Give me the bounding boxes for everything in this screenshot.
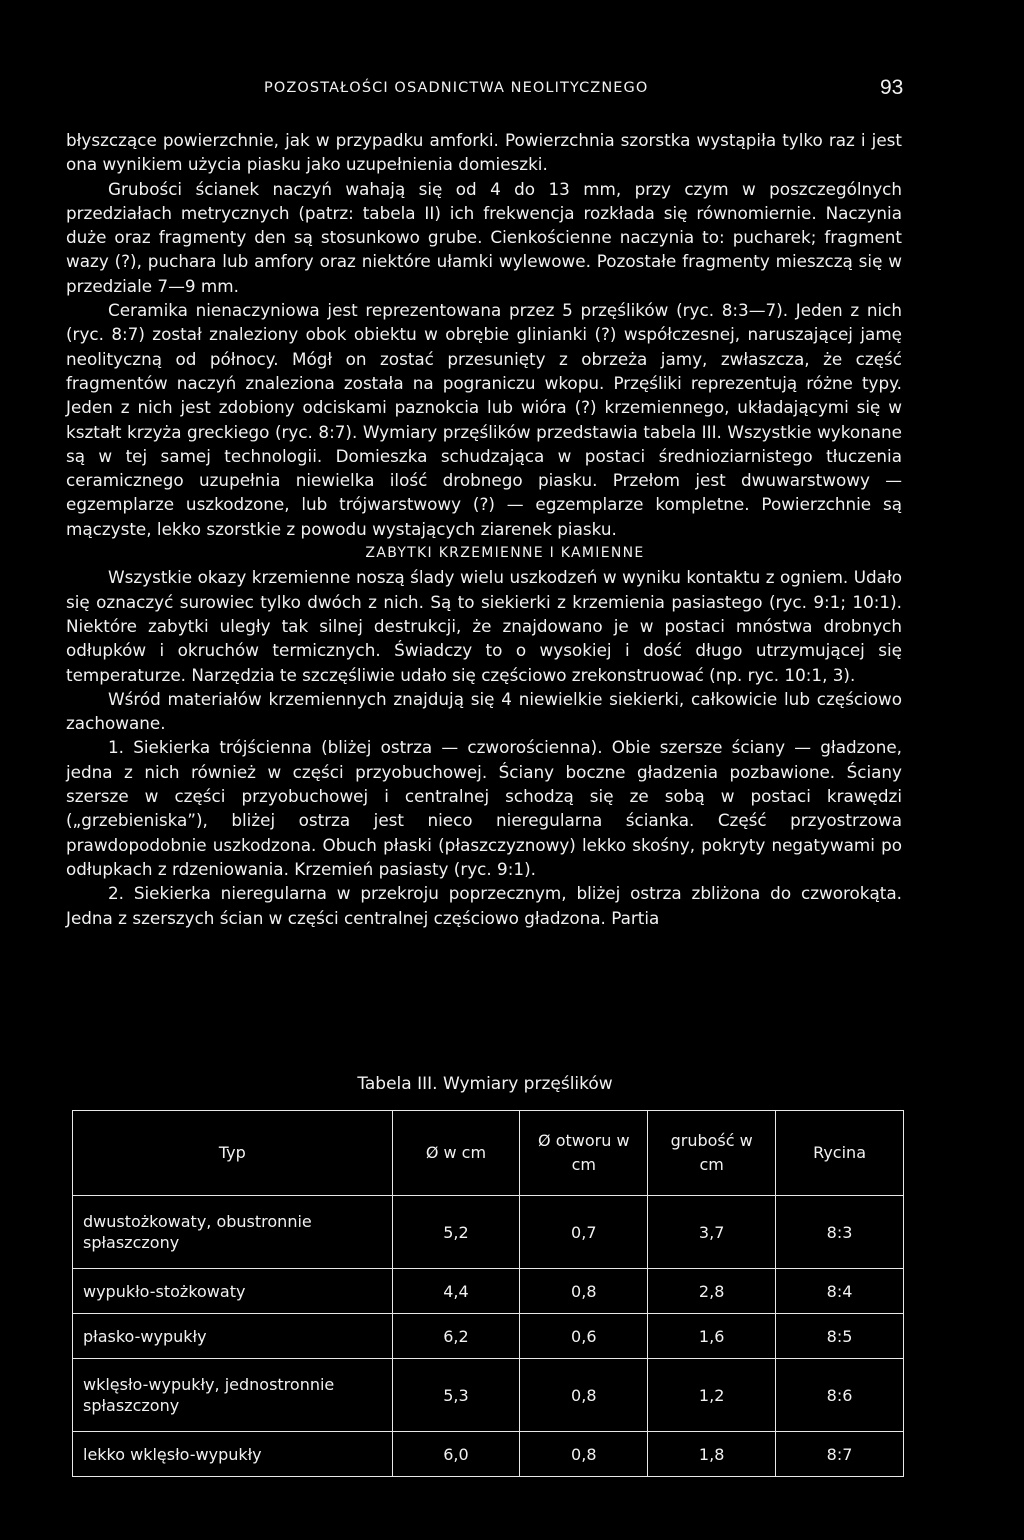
table-cell: 3,7	[648, 1196, 776, 1269]
paragraph: Wszystkie okazy krzemienne noszą ślady wielu uszkodzeń w wyniku kontaktu z ogniem. Udało się oznaczyć surowiec tylko dwóch z nich. Są to siekierki z krzemienia pasiastego (ryc. 9:1; 10:1). Niektóre zabytki uległy tak silnej destrukcji, że znajdowano je w postaci mnóstwa drobnych odłupków i okruchów termicznych. Świadczy to o wysokiej i dość długo utrzymującej się temperaturze. Narzędzia te szczęśliwie udało się częściowo zrekonstruować (np. ryc. 10:1, 3).	[66, 567, 902, 685]
column-header: Typ	[73, 1111, 393, 1196]
paragraph: 2. Siekierka nieregularna w przekroju poprzecznym, bliżej ostrza zbliżona do czworokąta. Jedna z szerszych ścian w części centralnej częściowo gładzona. Partia	[66, 883, 902, 928]
table-cell: 8:4	[776, 1269, 904, 1314]
paragraph: Ceramika nienaczyniowa jest reprezentowana przez 5 przęślików (ryc. 8:3—7). Jeden z nich (ryc. 8:7) został znaleziony obok obiektu w obrębie glinianki (?) współczesnej, naruszającej jamę neolityczną od północy. Mógł on zostać przesunięty z obrzeża jamy, zwłaszcza, że część fragmentów naczyń znaleziona została na pograniczu wkopu. Przęśliki reprezentują różne typy. Jeden z nich jest zdobiony odciskami paznokcia lub wióra (?) krzemiennego, układającymi się w kształt krzyża greckiego (ryc. 8:7). Wymiary przęślików przedstawia tabela III. Wszystkie wykonane są w tej samej technologii. Domieszka schudzająca w postaci średnioziarnistego tłuczenia ceramicznego uzupełnia niewielka ilość drobnego piasku. Przełom jest dwuwarstwowy — egzemplarze uszkodzone, lub trójwarstwowy (?) — egzemplarze kompletne. Powierzchnie są mączyste, lekko szorstkie z powodu wystających ziarenek piasku.	[66, 300, 902, 539]
table-cell: 0,8	[520, 1359, 648, 1432]
running-title: POZOSTAŁOŚCI OSADNICTWA NEOLITYCZNEGO	[264, 80, 649, 96]
table-cell: płasko-wypukły	[73, 1314, 393, 1359]
table-cell: 5,2	[392, 1196, 520, 1269]
table-cell: 1,6	[648, 1314, 776, 1359]
paragraph: błyszczące powierzchnie, jak w przypadku amforki. Powierzchnia szorstka wystąpiła tylko raz i jest ona wynikiem użycia piasku jako uzupełnienia domieszki.	[66, 130, 902, 175]
table-cell: lekko wklęsło-wypukły	[73, 1432, 393, 1477]
table-cell: 1,2	[648, 1359, 776, 1432]
table-cell: 5,3	[392, 1359, 520, 1432]
column-header: Ø w cm	[392, 1111, 520, 1196]
table-cell: 0,8	[520, 1432, 648, 1477]
column-header: Ø otworu w cm	[520, 1111, 648, 1196]
column-header: Rycina	[776, 1111, 904, 1196]
table-cell: 8:6	[776, 1359, 904, 1432]
body-text	[66, 128, 902, 930]
table-cell: 0,7	[520, 1196, 648, 1269]
table-cell: 6,0	[392, 1432, 520, 1477]
table-cell: 8:3	[776, 1196, 904, 1269]
table-cell: 1,8	[648, 1432, 776, 1477]
table-cell: 0,8	[520, 1269, 648, 1314]
table-row	[73, 1196, 904, 1269]
paragraph: 1. Siekierka trójścienna (bliżej ostrza — czworościenna). Obie szersze ściany — gładzone, jedna z nich również w części przyobuchowej. Ściany boczne gładzenia pozbawione. Ściany szersze w części przyobuchowej i centralnej schodzą się ze sobą w postaci krawędzi („grzebieniska”), bliżej ostrza jest nieco nieregularna ścianka. Część przyostrzowa prawdopodobnie uszkodzona. Obuch płaski (płaszczyznowy) lekko skośny, pokryty negatywami po odłupkach z rdzeniowania. Krzemień pasiasty (ryc. 9:1).	[66, 737, 902, 879]
table-cell: 2,8	[648, 1269, 776, 1314]
table-cell: 0,6	[520, 1314, 648, 1359]
table-cell: 4,4	[392, 1269, 520, 1314]
table-cell: dwustożkowaty, obustronnie spłaszczony	[73, 1196, 393, 1269]
table-row	[73, 1432, 904, 1477]
column-header: grubość w cm	[648, 1111, 776, 1196]
paragraph: Wśród materiałów krzemiennych znajdują się 4 niewielkie siekierki, całkowicie lub częściowo zachowane.	[66, 688, 902, 734]
table-cell: wklęsło-wypukły, jednostronnie spłaszczony	[73, 1359, 393, 1432]
table-row	[73, 1314, 904, 1359]
table-header-row	[73, 1111, 904, 1196]
table-caption: Tabela III. Wymiary przęślików	[357, 1074, 613, 1094]
page-number: 93	[880, 76, 904, 99]
table-cell: 8:7	[776, 1432, 904, 1477]
table-cell: wypukło-stożkowaty	[73, 1269, 393, 1314]
section-heading: ZABYTKI KRZEMIENNE I KAMIENNE	[365, 545, 645, 562]
table-cell: 6,2	[392, 1314, 520, 1359]
table-cell: 8:5	[776, 1314, 904, 1359]
table-row	[73, 1269, 904, 1314]
dimensions-table	[72, 1110, 904, 1477]
page-header	[0, 76, 1024, 106]
table-row	[73, 1359, 904, 1432]
paragraph: Grubości ścianek naczyń wahają się od 4 do 13 mm, przy czym w poszczególnych przedziałach metrycznych (patrz: tabela II) ich frekwencja rozkłada się równomiernie. Naczynia duże oraz fragmenty den są stosunkowo grube. Cienkościenne naczynia to: pucharek; fragment wazy (?), puchara lub amfory oraz niektóre ułamki wylewowe. Pozostałe fragmenty mieszczą się w przedziale 7—9 mm.	[66, 178, 902, 296]
